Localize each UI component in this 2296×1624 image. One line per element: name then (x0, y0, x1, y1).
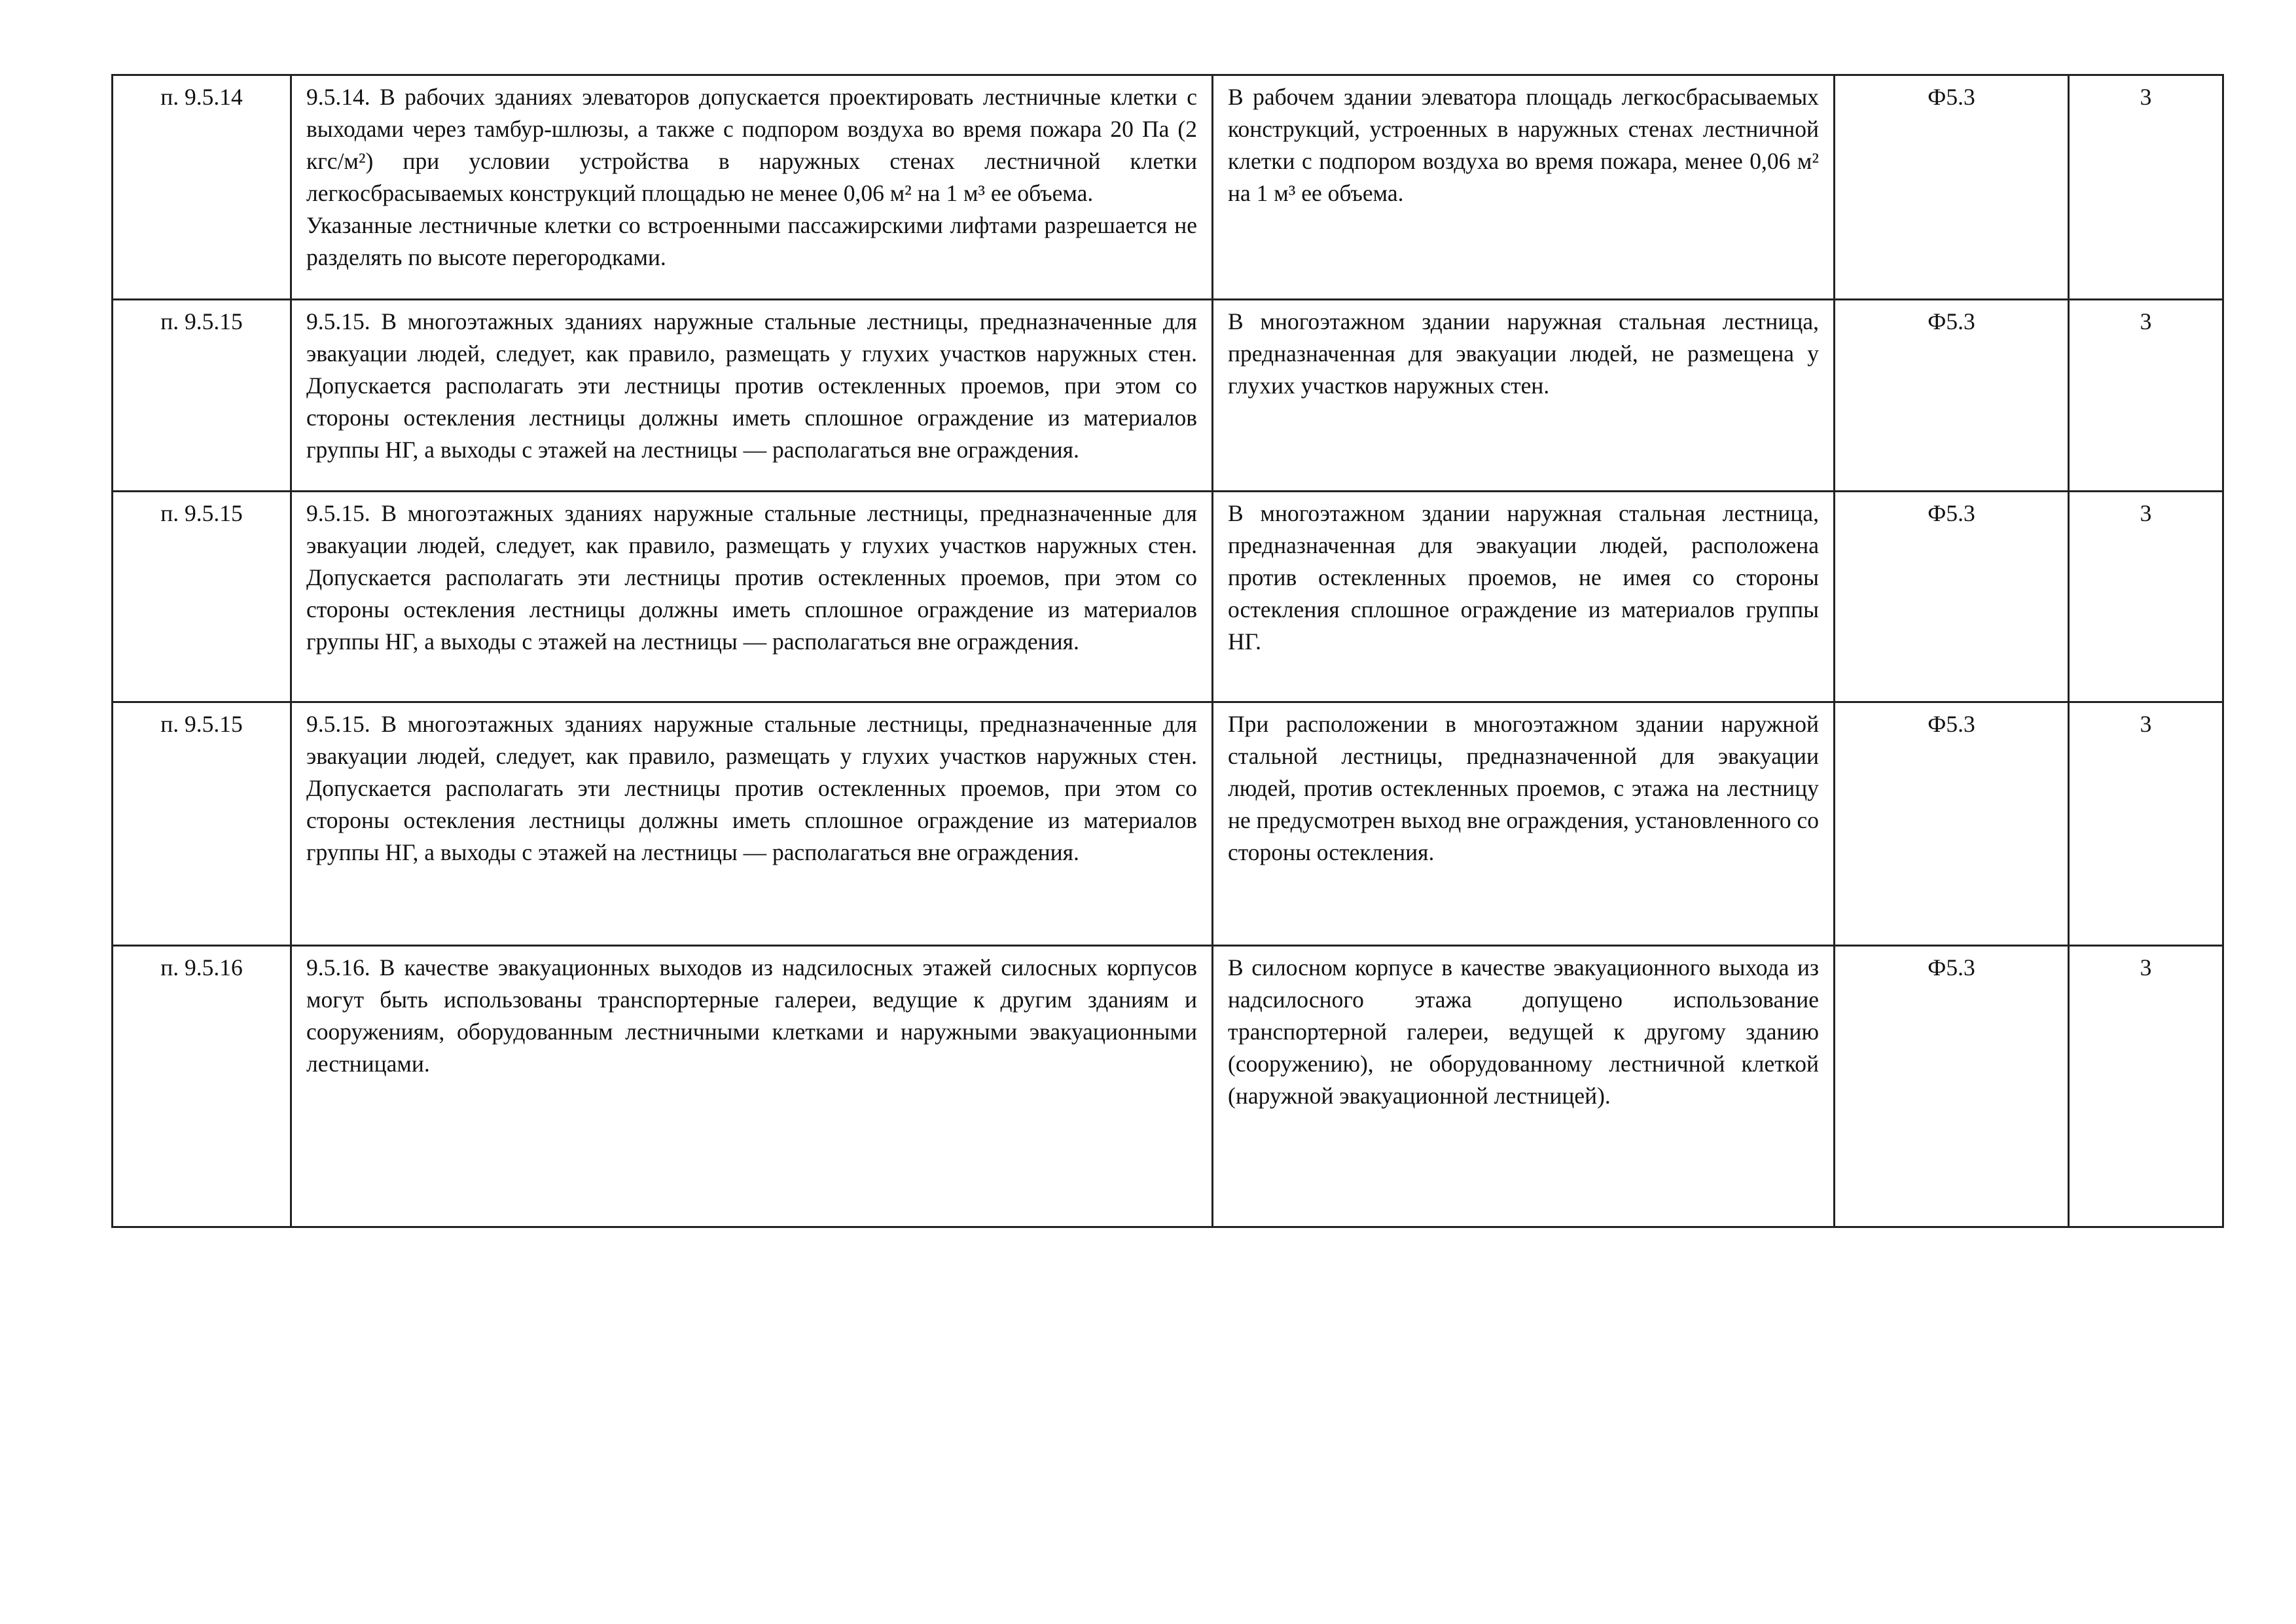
requirement-text (291, 75, 1213, 300)
requirement-text: 9.5.16. В качестве эвакуационных выходов из надсилосных этажей силосных корпусов могут быть использованы транспортерные галереи, ведущие к другим зданиям и сооружениям, оборудованным лестничными клетками и наружными эвакуационными лестницами. (291, 946, 1213, 1227)
clause-ref: п. 9.5.16 (113, 946, 291, 1227)
functional-class: Ф5.3 (1835, 75, 2069, 300)
functional-class: Ф5.3 (1835, 300, 2069, 492)
table-row (113, 300, 2223, 492)
requirements-table (111, 74, 2224, 1228)
severity-level: 3 (2069, 75, 2223, 300)
functional-class: Ф5.3 (1835, 702, 2069, 946)
requirement-paragraph: 9.5.14. В рабочих зданиях элеваторов допускается проектировать лестничные клетки с выходами через тамбур-шлюзы, а также с подпором воздуха во время пожара 20 Па (2 кгс/м²) при условии устройства в наружных стенах лестничной клетки легкосбрасываемых конструкций площадью не менее 0,06 м² на 1 м³ ее объема. (306, 84, 1197, 206)
requirement-paragraph: Указанные лестничные клетки со встроенными пассажирскими лифтами разрешается не разделять по высоте перегородками. (306, 212, 1197, 270)
table-row (113, 75, 2223, 300)
severity-level: 3 (2069, 492, 2223, 702)
functional-class: Ф5.3 (1835, 946, 2069, 1227)
violation-text: При расположении в многоэтажном здании наружной стальной лестницы, предназначенной для эвакуации людей, против остекленных проемов, с этажа на лестницу не предусмотрен выход вне ограждения, установленного со стороны остекления. (1213, 702, 1835, 946)
severity-level: 3 (2069, 946, 2223, 1227)
violation-text: В многоэтажном здании наружная стальная лестница, предназначенная для эвакуации людей, не размещена у глухих участков наружных стен. (1213, 300, 1835, 492)
requirement-text: 9.5.15. В многоэтажных зданиях наружные стальные лестницы, предназначенные для эвакуации людей, следует, как правило, размещать у глухих участков наружных стен. Допускается располагать эти лестницы против остекленных проемов, при этом со стороны остекления лестницы должны иметь сплошное ограждение из материалов группы НГ, а выходы с этажей на лестницы — располагаться вне ограждения. (291, 300, 1213, 492)
clause-ref: п. 9.5.15 (113, 702, 291, 946)
severity-level: 3 (2069, 300, 2223, 492)
clause-ref: п. 9.5.15 (113, 300, 291, 492)
table-row (113, 946, 2223, 1227)
clause-ref: п. 9.5.15 (113, 492, 291, 702)
functional-class: Ф5.3 (1835, 492, 2069, 702)
requirement-text: 9.5.15. В многоэтажных зданиях наружные стальные лестницы, предназначенные для эвакуации людей, следует, как правило, размещать у глухих участков наружных стен. Допускается располагать эти лестницы против остекленных проемов, при этом со стороны остекления лестницы должны иметь сплошное ограждение из материалов группы НГ, а выходы с этажей на лестницы — располагаться вне ограждения. (291, 492, 1213, 702)
clause-ref: п. 9.5.14 (113, 75, 291, 300)
severity-level: 3 (2069, 702, 2223, 946)
violation-text: В многоэтажном здании наружная стальная лестница, предназначенная для эвакуации людей, расположена против остекленных проемов, не имея со стороны остекления сплошное ограждение из материалов группы НГ. (1213, 492, 1835, 702)
requirement-text: 9.5.15. В многоэтажных зданиях наружные стальные лестницы, предназначенные для эвакуации людей, следует, как правило, размещать у глухих участков наружных стен. Допускается располагать эти лестницы против остекленных проемов, при этом со стороны остекления лестницы должны иметь сплошное ограждение из материалов группы НГ, а выходы с этажей на лестницы — располагаться вне ограждения. (291, 702, 1213, 946)
violation-text: В рабочем здании элеватора площадь легкосбрасываемых конструкций, устроенных в наружных стенах лестничной клетки с подпором воздуха во время пожара, менее 0,06 м² на 1 м³ ее объема. (1213, 75, 1835, 300)
table-row (113, 702, 2223, 946)
violation-text: В силосном корпусе в качестве эвакуационного выхода из надсилосного этажа допущено использование транспортерной галереи, ведущей к другому зданию (сооружению), не оборудованному лестничной клеткой (наружной эвакуационной лестницей). (1213, 946, 1835, 1227)
table-row (113, 492, 2223, 702)
document-page (111, 74, 2224, 1228)
